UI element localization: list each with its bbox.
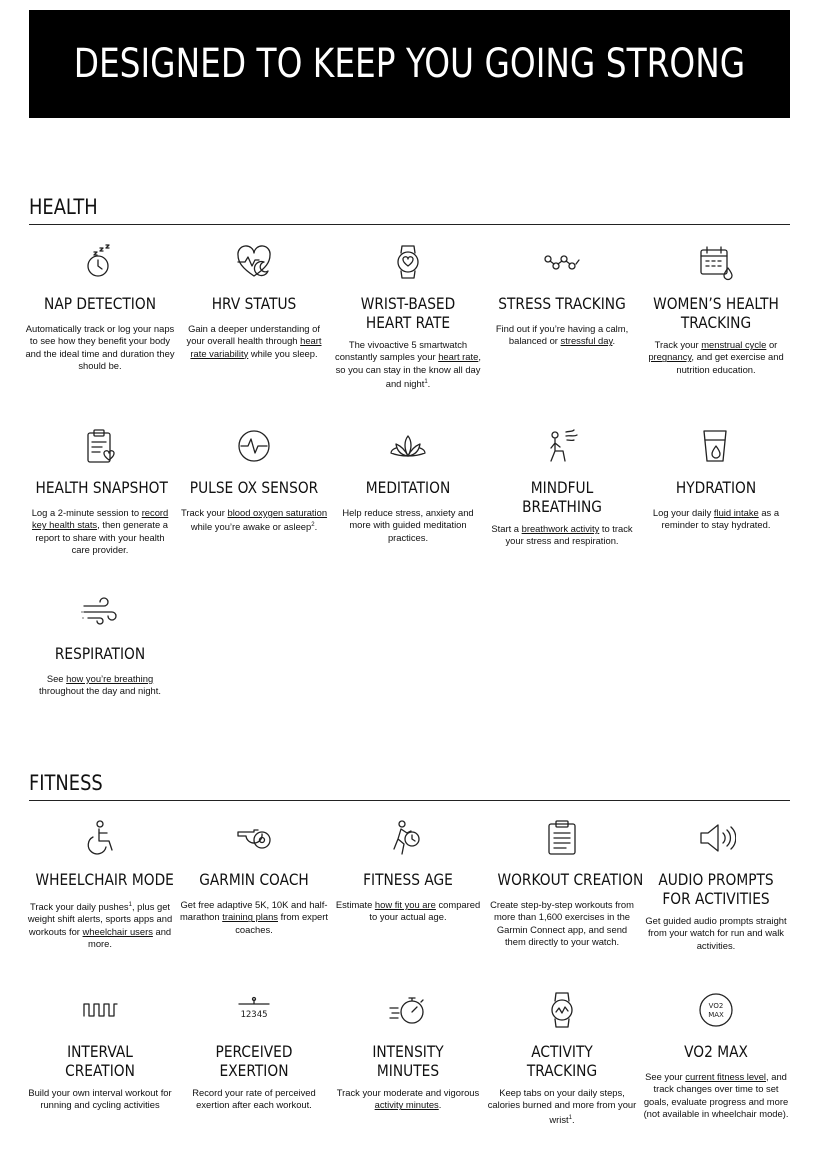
watch-heart-icon xyxy=(388,242,428,282)
svg-text:12345: 12345 xyxy=(240,1010,268,1020)
feature-description xyxy=(487,323,637,348)
feature-title: INTENSITY MINUTES xyxy=(372,1042,444,1080)
feature-text: throughout the day and night. xyxy=(39,685,161,697)
feature-link[interactable]: pregnancy xyxy=(648,351,692,363)
feature-text: Find out if you’re having a calm, balanced or xyxy=(495,323,629,347)
feature-link[interactable]: record key health stats xyxy=(31,507,169,531)
footnote-marker: 1 xyxy=(424,378,428,385)
feature-card xyxy=(641,242,791,376)
footnote-marker: 1 xyxy=(128,902,132,908)
feature-card xyxy=(641,426,791,532)
feature-text: See xyxy=(46,673,67,684)
feature-title: PERCEIVED EXERTION xyxy=(215,1042,293,1080)
feature-text: while you’re awake or asleep xyxy=(190,521,312,533)
feature-text: or xyxy=(766,339,778,350)
feature-card xyxy=(179,990,329,1112)
feature-card xyxy=(333,818,483,924)
feature-title: HEALTH SNAPSHOT xyxy=(35,478,168,497)
feature-description xyxy=(641,1071,791,1120)
interval-wave-icon xyxy=(80,990,120,1030)
feature-card xyxy=(179,242,329,360)
feature-title: AUDIO PROMPTS FOR ACTIVITIES xyxy=(658,870,774,908)
feature-text: compared to your actual age. xyxy=(369,899,481,923)
banner-title: DESIGNED TO KEEP YOU GOING STRONG xyxy=(73,41,746,87)
feature-link[interactable]: breathwork activity xyxy=(521,523,600,534)
feature-text: Create step-by-step workouts from more than 1,600 exercises in the Garmin Connect app, and send them directly to your watch. xyxy=(490,899,634,947)
feature-description xyxy=(25,899,175,950)
feature-link[interactable]: menstrual cycle xyxy=(701,339,767,350)
feature-text: Track your xyxy=(654,339,702,350)
wind-icon xyxy=(80,592,120,632)
stress-nodes-icon xyxy=(542,242,582,282)
feature-text: to track your stress and respiration. xyxy=(505,523,633,547)
feature-text: Track your daily pushes xyxy=(29,901,129,913)
feature-description xyxy=(25,507,175,556)
feature-description xyxy=(25,673,175,698)
stopwatch-icon xyxy=(388,990,428,1030)
feature-title: HRV STATUS xyxy=(211,294,297,313)
feature-link[interactable]: stressful day xyxy=(560,335,613,347)
feature-description xyxy=(641,339,791,376)
feature-description xyxy=(333,899,483,924)
section-title-health: HEALTH xyxy=(29,195,98,219)
feature-text: Keep tabs on your daily steps, calories burned and more from your wrist xyxy=(487,1087,637,1125)
feature-text: Get guided audio prompts straight from your watch for run and walk activities. xyxy=(645,915,787,951)
feature-card xyxy=(25,818,175,950)
feature-text: . xyxy=(314,521,318,533)
feature-text: Record your rate of perceived exertion after each workout. xyxy=(192,1087,316,1111)
feature-title: MINDFUL BREATHING xyxy=(522,478,602,516)
feature-description xyxy=(487,899,637,948)
feature-description xyxy=(487,1087,637,1126)
feature-title: STRESS TRACKING xyxy=(498,294,626,313)
speaker-icon xyxy=(696,818,736,858)
feature-title: HYDRATION xyxy=(675,478,757,497)
feature-description xyxy=(179,899,329,936)
feature-description xyxy=(179,1087,329,1112)
feature-description xyxy=(641,507,791,532)
feature-card xyxy=(487,242,637,348)
feature-card xyxy=(641,990,791,1120)
feature-description xyxy=(179,323,329,360)
pulse-ox-icon xyxy=(234,426,274,466)
lotus-icon xyxy=(388,426,428,466)
feature-text: Start a xyxy=(491,523,522,534)
feature-title: WRIST-BASED HEART RATE xyxy=(360,294,456,332)
feature-link[interactable]: activity minutes xyxy=(374,1099,439,1111)
feature-card xyxy=(333,990,483,1112)
breathing-person-icon xyxy=(542,426,582,466)
feature-link[interactable]: blood oxygen saturation xyxy=(227,507,328,518)
section-divider xyxy=(29,800,790,801)
feature-text: Log your daily xyxy=(652,507,714,518)
feature-text: See your xyxy=(645,1071,686,1082)
water-glass-icon xyxy=(696,426,736,466)
feature-link[interactable]: training plans xyxy=(222,911,278,923)
feature-text: Estimate xyxy=(335,899,375,910)
whistle-icon xyxy=(234,818,274,858)
calendar-drop-icon xyxy=(696,242,736,282)
feature-text: , and get exercise and nutrition education. xyxy=(676,351,784,375)
feature-description xyxy=(333,339,483,390)
feature-description xyxy=(25,1087,175,1112)
exertion-scale-icon xyxy=(234,990,274,1030)
wheelchair-icon xyxy=(80,818,120,858)
feature-link[interactable]: fluid intake xyxy=(713,507,759,518)
feature-title: INTERVAL CREATION xyxy=(65,1042,135,1080)
feature-description xyxy=(333,1087,483,1112)
feature-card xyxy=(25,426,175,556)
vo2-badge-icon xyxy=(696,990,736,1030)
watch-activity-icon xyxy=(542,990,582,1030)
feature-title: RESPIRATION xyxy=(54,644,146,663)
feature-text: Automatically track or log your naps to see how they benefit your body and the ideal time and duration they should be. xyxy=(25,323,175,371)
feature-text: Log a 2-minute session to xyxy=(31,507,142,518)
feature-card xyxy=(487,990,637,1126)
feature-description xyxy=(641,915,791,952)
feature-text: Get free adaptive 5K, 10K and half-marathon xyxy=(180,899,328,923)
feature-card xyxy=(487,818,644,948)
feature-text: , so you can stay in the know all day and night xyxy=(335,351,481,390)
feature-text: Gain a deeper understanding of your overall health through xyxy=(186,323,320,347)
feature-title: ACTIVITY TRACKING xyxy=(526,1042,598,1080)
feature-title: WHEELCHAIR MODE xyxy=(35,870,174,889)
feature-link[interactable]: wheelchair users xyxy=(82,925,153,937)
feature-text: Help reduce stress, anxiety and more with guided meditation practices. xyxy=(342,507,474,543)
nap-sleep-icon xyxy=(80,242,120,282)
feature-card xyxy=(25,990,175,1112)
feature-card xyxy=(333,242,483,390)
section-title-fitness: FITNESS xyxy=(29,771,103,795)
feature-link[interactable]: current fitness level xyxy=(685,1071,767,1082)
footnote-marker: 1 xyxy=(568,1114,572,1121)
feature-title: GARMIN COACH xyxy=(199,870,309,889)
feature-link[interactable]: heart rate xyxy=(438,351,479,363)
footnote-marker: 2 xyxy=(311,522,315,529)
feature-text: Track your xyxy=(180,507,228,518)
feature-link[interactable]: how you’re breathing xyxy=(66,673,154,684)
svg-text:MAX: MAX xyxy=(708,1011,724,1019)
feature-text: . xyxy=(572,1113,575,1125)
feature-text: Track your moderate and vigorous xyxy=(336,1087,480,1098)
feature-text: . xyxy=(427,378,431,390)
feature-text: from expert coaches. xyxy=(235,911,328,935)
feature-text: as a reminder to stay hydrated. xyxy=(661,507,780,531)
feature-text: , and track changes over time to set goals, evaluate progress and more (not available in wheelchair mode). xyxy=(643,1071,789,1119)
hrv-heart-icon xyxy=(234,242,274,282)
svg-text:VO2: VO2 xyxy=(708,1002,724,1010)
feature-title: FITNESS AGE xyxy=(363,870,453,889)
clipboard-list-icon xyxy=(542,818,582,858)
feature-text: , plus get weight shift alerts, sports apps and workouts for xyxy=(27,901,173,937)
feature-description xyxy=(179,507,329,534)
feature-card xyxy=(179,818,329,936)
feature-link[interactable]: heart rate variability xyxy=(190,335,322,359)
feature-link[interactable]: how fit you are xyxy=(374,899,436,910)
feature-title: MEDITATION xyxy=(365,478,451,497)
feature-text: while you sleep. xyxy=(248,347,318,359)
feature-description xyxy=(487,523,637,548)
feature-title: WORKOUT CREATION xyxy=(497,870,644,889)
feature-text: The vivoactive 5 smartwatch constantly samples your xyxy=(335,339,468,363)
feature-card xyxy=(179,426,329,534)
clipboard-heart-icon xyxy=(80,426,120,466)
hero-banner xyxy=(29,10,790,118)
feature-description xyxy=(333,507,483,544)
feature-card xyxy=(333,426,483,544)
feature-text: Build your own interval workout for running and cycling activities xyxy=(28,1087,172,1111)
feature-card xyxy=(25,592,175,698)
feature-title: VO2 MAX xyxy=(684,1042,748,1061)
feature-title: PULSE OX SENSOR xyxy=(189,478,319,497)
runner-clock-icon xyxy=(388,818,428,858)
feature-text: . xyxy=(438,1099,442,1111)
feature-title: WOMEN’S HEALTH TRACKING xyxy=(653,294,779,332)
feature-description xyxy=(25,323,175,372)
feature-card xyxy=(641,818,791,952)
feature-text: , then generate a report to share with your health care provider. xyxy=(35,519,169,555)
feature-card xyxy=(487,426,637,548)
feature-card xyxy=(25,242,175,372)
feature-text: . xyxy=(612,335,616,347)
section-divider xyxy=(29,224,790,225)
feature-text: and more. xyxy=(88,925,172,950)
feature-title: NAP DETECTION xyxy=(44,294,156,313)
